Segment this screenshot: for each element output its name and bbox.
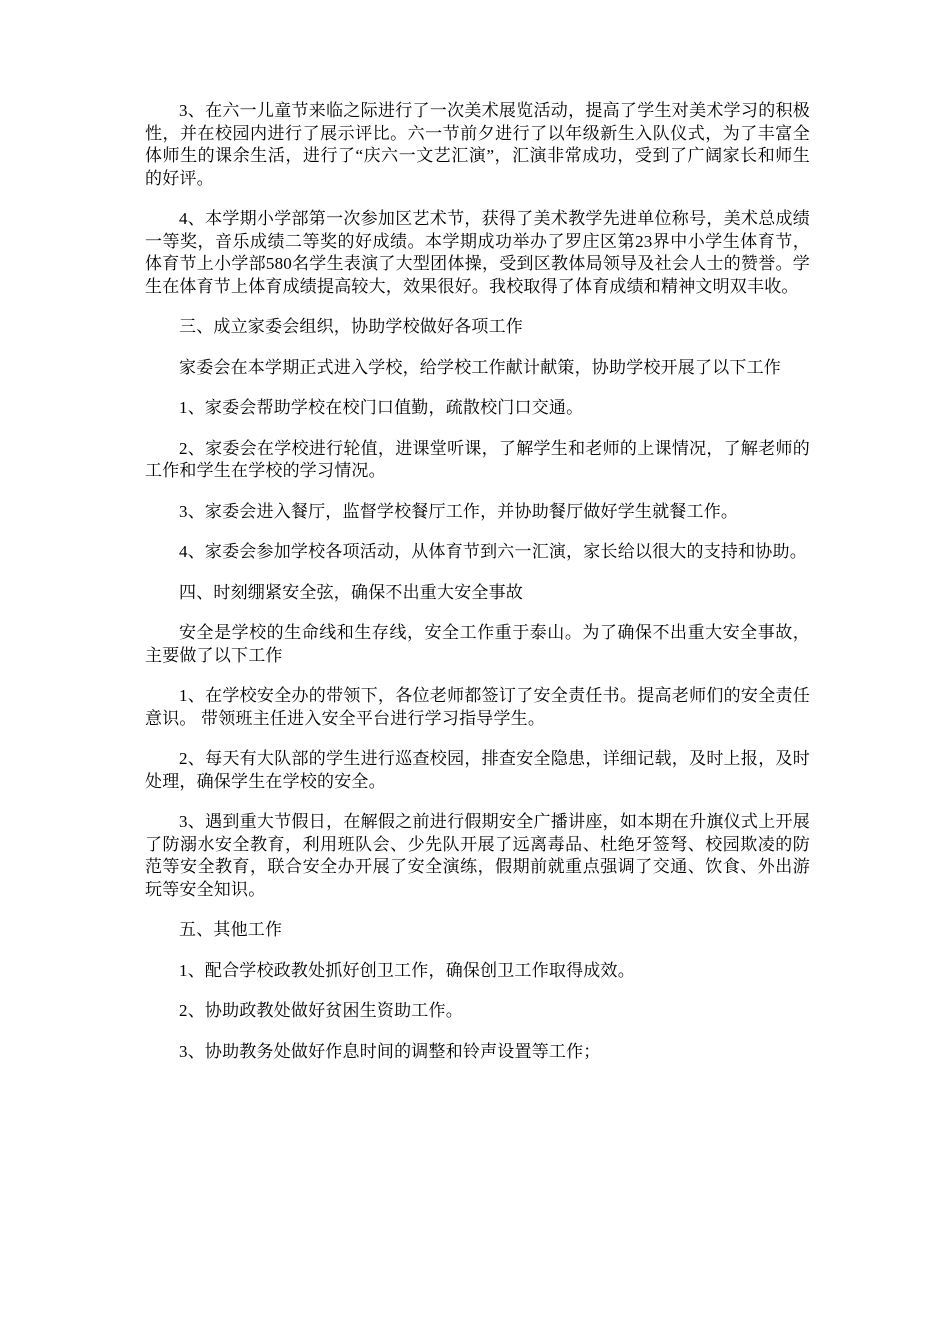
body-paragraph: 1、家委会帮助学校在校门口值勤，疏散校门口交通。 (179, 398, 584, 417)
body-paragraph: 3、协助教务处做好作息时间的调整和铃声设置等工作； (179, 1041, 601, 1061)
body-paragraph: 3、家委会进入餐厅，监督学校餐厅工作，并协助餐厅做好学生就餐工作。 (179, 501, 739, 521)
document-body (145, 100, 810, 1063)
body-paragraph: 4、家委会参加学校各项活动，从体育节到六一汇演，家长给以很大的支持和协助。 (179, 542, 807, 561)
section-heading: 五、其他工作 (179, 920, 283, 939)
body-paragraph: 2、每天有大队部的学生进行巡查校园，排查安全隐患，详细记载，及时上报，及时处理，确保学生在学校的安全。 (145, 749, 810, 791)
body-paragraph: 2、家委会在学校进行轮值，进课堂听课，了解学生和老师的上课情况，了解老师的工作和学生在学校的学习情况。 (145, 438, 810, 480)
body-paragraph: 1、在学校安全办的带领下，各位老师都签订了安全责任书。提高老师们的安全责任意识。 带领班主任进入安全平台进行学习指导学生。 (145, 686, 810, 728)
body-paragraph: 3、在六一儿童节来临之际进行了一次美术展览活动，提高了学生对美术学习的积极性，并在校园内进行了展示评比。六一节前夕进行了以年级新生入队仪式，为了丰富全体师生的课余生活，进行了“庆六一文艺汇演”，汇演非常成功，受到了广阔家长和师生的好评。 (145, 101, 810, 188)
body-paragraph: 2、协助政教处做好贫困生资助工作。 (179, 1001, 463, 1020)
section-heading: 三、成立家委会组织，协助学校做好各项工作 (179, 317, 523, 336)
body-paragraph: 4、本学期小学部第一次参加区艺术节，获得了美术教学先进单位称号，美术总成绩一等奖，音乐成绩二等奖的好成绩。本学期成功举办了罗庄区第23界中小学生体育节，体育节上小学部580名学生表演了大型团体操，受到区教体局领导及社会人士的赞誉。学生在体育节上体育成绩提高较大，效果很好。我校取得了体育成绩和精神文明双丰收。 (145, 209, 810, 296)
body-paragraph: 1、配合学校政教处抓好创卫工作，确保创卫工作取得成效。 (179, 960, 635, 980)
section-heading: 四、时刻绷紧安全弦，确保不出重大安全事故 (179, 582, 523, 602)
body-paragraph: 安全是学校的生命线和生存线，安全工作重于泰山。为了确保不出重大安全事故，主要做了以下工作 (145, 623, 810, 665)
body-paragraph: 家委会在本学期正式进入学校，给学校工作献计献策，协助学校开展了以下工作 (179, 357, 781, 377)
body-paragraph: 3、遇到重大节假日，在解假之前进行假期安全广播讲座，如本期在升旗仪式上开展了防溺水安全教育，利用班队会、少先队开展了远离毒品、杜绝牙签弩、校园欺凌的防范等安全教育，联合安全办开展了安全演练，假期前就重点强调了交通、饮食、外出游玩等安全知识。 (145, 812, 810, 899)
